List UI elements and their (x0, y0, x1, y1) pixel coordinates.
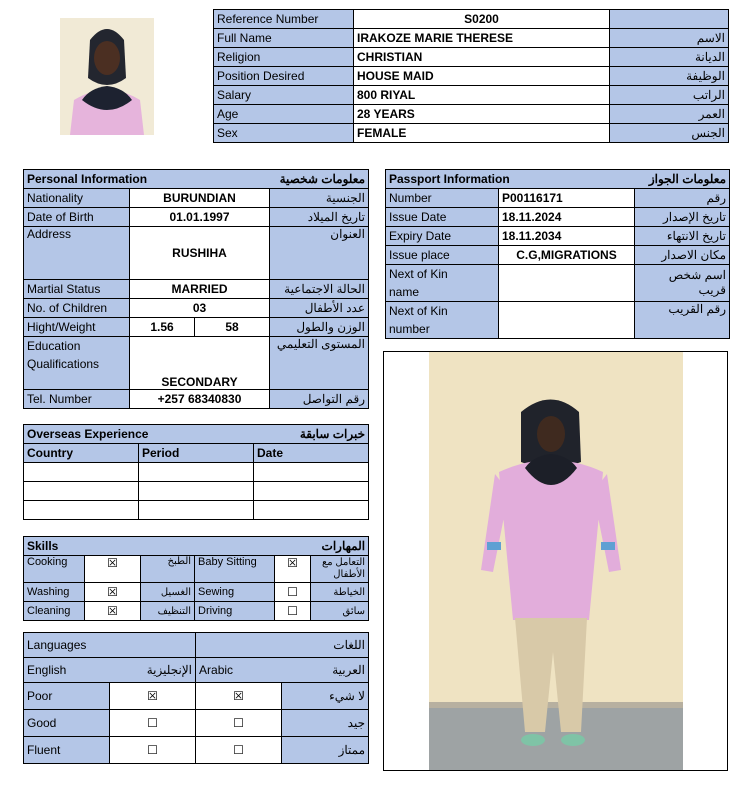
religion-arabic: الديانة (610, 48, 729, 67)
dob-arabic: تاريخ الميلاد (270, 208, 369, 227)
children-value: 03 (130, 299, 270, 318)
english-poor-checkbox[interactable]: ☒ (110, 683, 196, 710)
arabic-fluent-checkbox[interactable]: ☐ (196, 737, 282, 764)
skill-sewing-checkbox[interactable]: ☐ (275, 583, 311, 602)
issue-date-arabic: تاريخ الإصدار (635, 208, 730, 227)
kin-name-arabic-line1: اسم شخص (668, 268, 726, 282)
languages-table (23, 632, 369, 764)
position-label: Position Desired (214, 67, 354, 86)
skill-cooking-label: Cooking (24, 556, 85, 583)
address-value: RUSHIHA (130, 227, 270, 280)
nationality-label: Nationality (24, 189, 130, 208)
nationality-value: BURUNDIAN (130, 189, 270, 208)
skill-driving-checkbox[interactable]: ☐ (275, 602, 311, 621)
sex-value: FEMALE (354, 124, 610, 143)
kin-name-value (499, 265, 635, 302)
reference-label: Reference Number (214, 10, 354, 29)
overseas-experience-table (23, 424, 369, 520)
fullname-label: Full Name (214, 29, 354, 48)
salary-arabic: الراتب (610, 86, 729, 105)
english-label: English (24, 658, 110, 683)
header-row (214, 105, 729, 124)
kin-name-arabic (635, 265, 730, 302)
skill-cleaning-checkbox[interactable]: ☒ (85, 602, 141, 621)
passport-number-label: Number (386, 189, 499, 208)
skill-cleaning-arabic: التنظيف (141, 602, 195, 621)
children-label: No. of Children (24, 299, 130, 318)
kin-name-label-line2: name (389, 285, 420, 299)
level-poor-label: Poor (24, 683, 110, 710)
nationality-arabic: الجنسية (270, 189, 369, 208)
marital-arabic: الحالة الاجتماعية (270, 280, 369, 299)
level-poor-arabic: لا شيء (282, 683, 369, 710)
issue-place-label: Issue place (386, 246, 499, 265)
skill-babysitting-arabic (311, 556, 369, 583)
table-row (24, 482, 369, 501)
weight-value: 58 (195, 318, 270, 337)
education-label-line1: Education (27, 339, 81, 353)
header-row (214, 29, 729, 48)
age-value: 28 YEARS (354, 105, 610, 124)
skill-washing-label: Washing (24, 583, 85, 602)
education-label (24, 337, 130, 390)
languages-title: Languages (24, 633, 196, 658)
position-value: HOUSE MAID (354, 67, 610, 86)
issue-date-value: 18.11.2024 (499, 208, 635, 227)
english-good-checkbox[interactable]: ☐ (110, 710, 196, 737)
expiry-date-label: Expiry Date (386, 227, 499, 246)
reference-arabic (610, 10, 729, 29)
skill-washing-checkbox[interactable]: ☒ (85, 583, 141, 602)
skill-babysitting-arabic-line2: الأطفال (333, 569, 366, 580)
header-row (214, 86, 729, 105)
tel-value: +257 68340830 (130, 390, 270, 409)
expiry-date-value: 18.11.2034 (499, 227, 635, 246)
overseas-header-period: Period (139, 444, 254, 463)
skill-babysitting-arabic-line1: التعامل مع (321, 557, 366, 568)
expiry-date-arabic: تاريخ الانتهاء (635, 227, 730, 246)
level-good-arabic: جيد (282, 710, 369, 737)
overseas-header-country: Country (24, 444, 139, 463)
skill-cooking-checkbox[interactable]: ☒ (85, 556, 141, 583)
salary-label: Salary (214, 86, 354, 105)
overseas-title-arabic: خبرات سابقة (254, 425, 369, 444)
overseas-header-date: Date (254, 444, 369, 463)
skills-title-arabic: المهارات (195, 537, 369, 556)
tel-label: Tel. Number (24, 390, 130, 409)
education-label-line2: Qualifications (27, 357, 100, 371)
kin-number-value (499, 302, 635, 339)
arabic-arabic: العربية (282, 658, 369, 683)
personal-info-table (23, 169, 369, 409)
skill-cooking-arabic: الطبخ (141, 556, 195, 583)
level-fluent-arabic: ممتاز (282, 737, 369, 764)
height-value: 1.56 (130, 318, 195, 337)
english-fluent-checkbox[interactable]: ☐ (110, 737, 196, 764)
reference-value: S0200 (354, 10, 610, 29)
skill-washing-arabic: الغسيل (141, 583, 195, 602)
level-good-label: Good (24, 710, 110, 737)
passport-title: Passport Information (386, 170, 635, 189)
address-label: Address (24, 227, 130, 280)
arabic-label: Arabic (196, 658, 282, 683)
skill-babysitting-label: Baby Sitting (195, 556, 275, 583)
arabic-good-checkbox[interactable]: ☐ (196, 710, 282, 737)
age-label: Age (214, 105, 354, 124)
marital-label: Martial Status (24, 280, 130, 299)
kin-number-label-line2: number (389, 322, 430, 336)
issue-date-label: Issue Date (386, 208, 499, 227)
age-arabic: العمر (610, 105, 729, 124)
passport-number-arabic: رقم (635, 189, 730, 208)
arabic-poor-checkbox[interactable]: ☒ (196, 683, 282, 710)
education-arabic: المستوى التعليمي (270, 337, 369, 390)
religion-value: CHRISTIAN (354, 48, 610, 67)
skill-driving-label: Driving (195, 602, 275, 621)
skill-sewing-arabic: الخياطة (311, 583, 369, 602)
skills-title: Skills (24, 537, 195, 556)
marital-value: MARRIED (130, 280, 270, 299)
religion-label: Religion (214, 48, 354, 67)
dob-label: Date of Birth (24, 208, 130, 227)
skill-babysitting-checkbox[interactable]: ☒ (275, 556, 311, 583)
languages-title-arabic: اللغات (196, 633, 369, 658)
sex-label: Sex (214, 124, 354, 143)
issue-place-arabic: مكان الاصدار (635, 246, 730, 265)
tel-arabic: رقم التواصل (270, 390, 369, 409)
height-weight-arabic: الوزن والطول (270, 318, 369, 337)
passport-title-arabic: معلومات الجواز (635, 170, 730, 189)
skill-driving-arabic: سائق (311, 602, 369, 621)
header-row (214, 10, 729, 29)
skill-cleaning-label: Cleaning (24, 602, 85, 621)
english-arabic: الإنجليزية (110, 658, 196, 683)
kin-number-arabic: رقم القريب (635, 302, 730, 339)
sex-arabic: الجنس (610, 124, 729, 143)
personal-title-arabic: معلومات شخصية (195, 170, 369, 189)
position-arabic: الوظيفة (610, 67, 729, 86)
kin-name-label-line1: Next of Kin (389, 267, 448, 281)
passport-info-table (385, 169, 730, 339)
kin-name-arabic-line2: قريب (698, 283, 726, 297)
skills-table (23, 536, 369, 621)
height-weight-label: Hight/Weight (24, 318, 130, 337)
level-fluent-label: Fluent (24, 737, 110, 764)
address-arabic: العنوان (270, 227, 369, 280)
salary-value: 800 RIYAL (354, 86, 610, 105)
dob-value: 01.01.1997 (130, 208, 270, 227)
skill-sewing-label: Sewing (195, 583, 275, 602)
header-row (214, 67, 729, 86)
kin-name-label (386, 265, 499, 302)
portrait-photo (60, 18, 154, 135)
overseas-title: Overseas Experience (24, 425, 254, 444)
education-value: SECONDARY (130, 337, 270, 390)
full-body-photo-frame (383, 351, 728, 771)
kin-number-label (386, 302, 499, 339)
table-row (24, 463, 369, 482)
header-row (214, 124, 729, 143)
issue-place-value: C.G,MIGRATIONS (499, 246, 635, 265)
fullname-arabic: الاسم (610, 29, 729, 48)
personal-title: Personal Information (24, 170, 195, 189)
full-body-photo (429, 352, 683, 770)
passport-number-value: P00116171 (499, 189, 635, 208)
children-arabic: عدد الأطفال (270, 299, 369, 318)
fullname-value: IRAKOZE MARIE THERESE (354, 29, 610, 48)
kin-number-label-line1: Next of Kin (389, 304, 448, 318)
header-row (214, 48, 729, 67)
table-row (24, 501, 369, 520)
header-table (213, 9, 729, 143)
